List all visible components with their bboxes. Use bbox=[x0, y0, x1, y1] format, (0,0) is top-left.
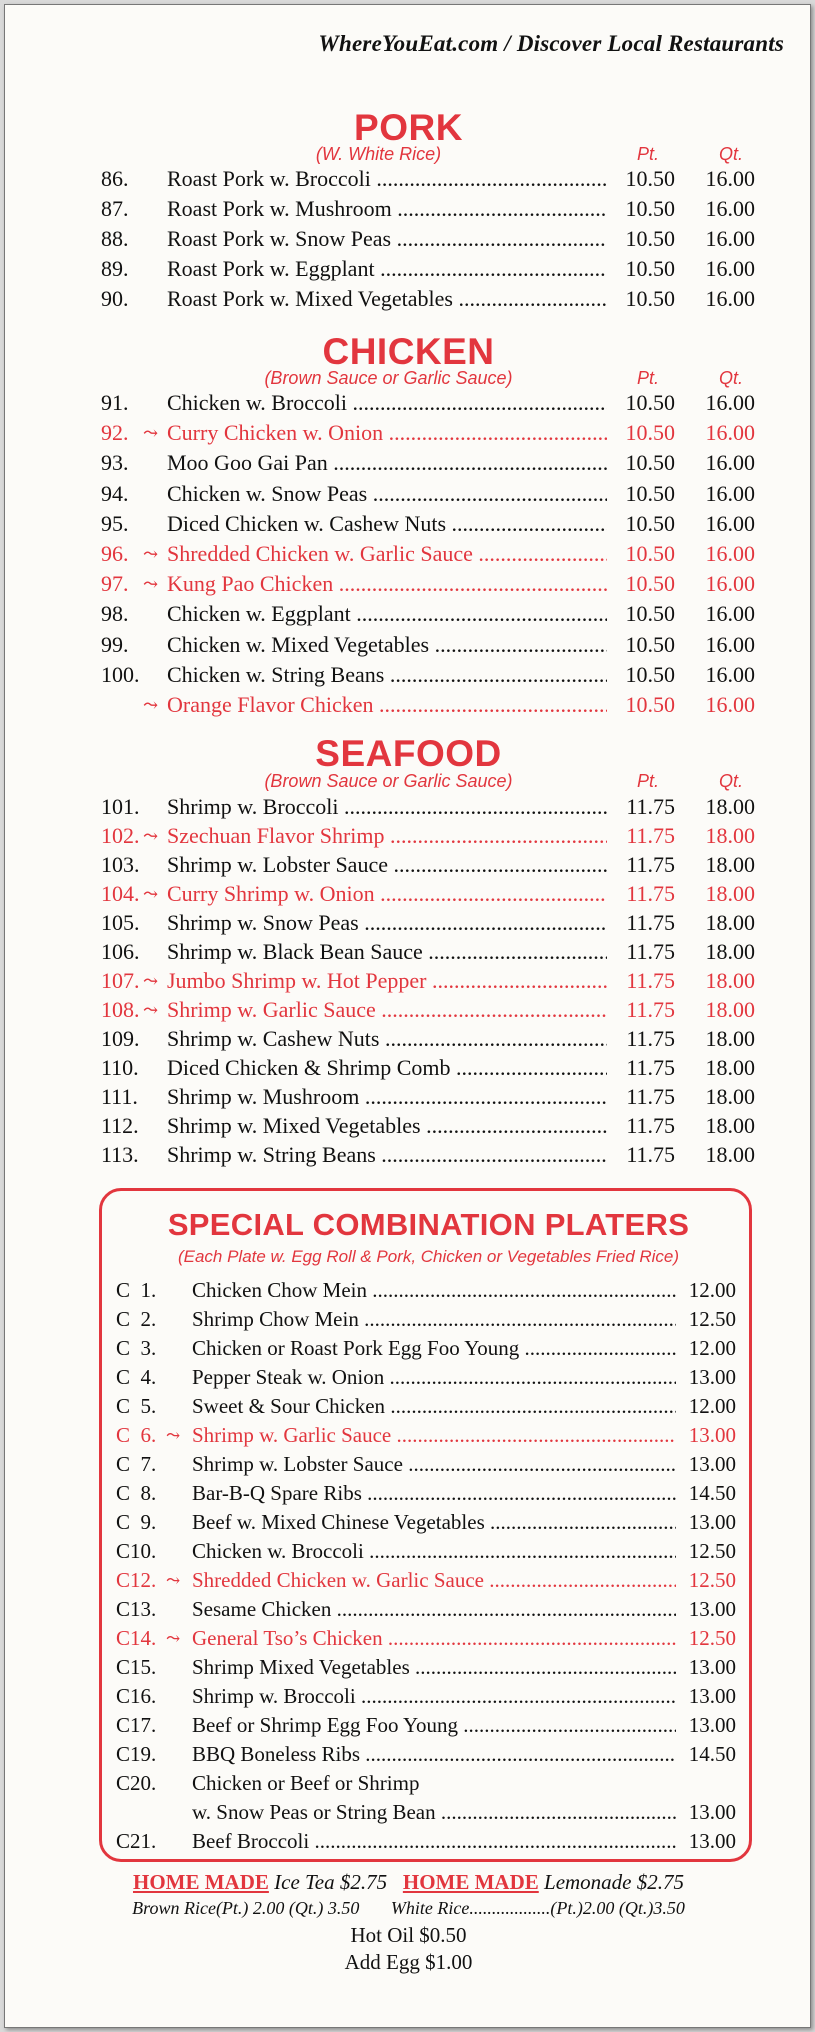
menu-item-row[interactable] bbox=[5, 539, 812, 569]
price-pint: 11.75 bbox=[626, 968, 675, 993]
item-number: 93. bbox=[101, 450, 129, 476]
combo-code: C 2. bbox=[116, 1307, 157, 1331]
menu-item-row[interactable] bbox=[5, 388, 812, 418]
price-pint: 11.75 bbox=[626, 823, 675, 848]
item-number: 89. bbox=[101, 256, 129, 281]
item-name: Orange Flavor Chicken ..... bbox=[167, 690, 607, 720]
price-pint: 10.50 bbox=[625, 480, 675, 506]
price-quart: 16.00 bbox=[705, 390, 755, 415]
menu-item-row[interactable] bbox=[5, 995, 812, 1025]
home-made-label: HOME MADE bbox=[132, 1870, 269, 1894]
combo-name: Chicken Chow Mein ..... bbox=[192, 1276, 676, 1305]
menu-item-row[interactable] bbox=[5, 569, 812, 599]
combo-price: 13.00 bbox=[688, 1655, 736, 1679]
price-quart: 18.00 bbox=[705, 794, 755, 819]
combo-code: C 7. bbox=[116, 1452, 157, 1476]
price-quart: 18.00 bbox=[705, 939, 755, 964]
combo-price: 13.00 bbox=[688, 1452, 736, 1476]
menu-item-row[interactable] bbox=[5, 1082, 812, 1112]
price-quart: 18.00 bbox=[705, 910, 755, 935]
combo-code: C 1. bbox=[116, 1278, 157, 1302]
price-quart: 16.00 bbox=[705, 541, 755, 566]
chili-pepper-icon: ⤳ bbox=[143, 971, 159, 991]
price-pint: 10.50 bbox=[625, 226, 675, 251]
combo-item-row[interactable] bbox=[102, 1827, 755, 1856]
combo-code: C 5. bbox=[116, 1394, 157, 1418]
combo-price: 12.00 bbox=[688, 1278, 736, 1302]
pork-title: PORK bbox=[354, 107, 463, 148]
item-name: Shrimp w. Black Bean Sauce ..... bbox=[167, 937, 607, 967]
chili-pepper-icon: ⤳ bbox=[166, 1426, 181, 1445]
combo-name: Bar-B-Q Spare Ribs ..... bbox=[192, 1479, 676, 1508]
pork-col-pt: Pt. bbox=[637, 144, 660, 164]
combination-platters-box bbox=[99, 1188, 752, 1862]
combo-price: 13.00 bbox=[688, 1800, 736, 1824]
combo-name: General Tso’s Chicken ..... bbox=[192, 1624, 676, 1653]
combo-name: Chicken or Beef or Shrimp bbox=[192, 1771, 420, 1795]
combo-subtitle: (Each Plate w. Egg Roll & Pork, Chicken or Vegetables Fried Rice) bbox=[177, 1247, 680, 1266]
combo-price: 14.50 bbox=[688, 1742, 736, 1766]
menu-item-row[interactable] bbox=[5, 1140, 812, 1170]
item-name: Shrimp w. Mixed Vegetables ..... bbox=[167, 1111, 607, 1141]
combo-item-row[interactable] bbox=[102, 1392, 755, 1421]
price-quart: 18.00 bbox=[705, 968, 755, 993]
combo-price: 12.00 bbox=[688, 1394, 736, 1418]
chicken-title: CHICKEN bbox=[322, 331, 495, 372]
combo-name: BBQ Boneless Ribs ..... bbox=[192, 1740, 676, 1769]
price-quart: 18.00 bbox=[705, 1113, 755, 1138]
price-quart: 16.00 bbox=[705, 480, 755, 506]
combo-price: 12.50 bbox=[688, 1626, 736, 1650]
rice-line bbox=[5, 1898, 812, 1919]
item-name: Shredded Chicken w. Garlic Sauce ..... bbox=[167, 539, 607, 569]
combo-price: 12.50 bbox=[688, 1307, 736, 1331]
price-pint: 10.50 bbox=[625, 692, 675, 717]
menu-item-row[interactable] bbox=[5, 1053, 812, 1083]
combo-item-row[interactable] bbox=[102, 1798, 755, 1827]
menu-item-row[interactable] bbox=[5, 194, 812, 224]
combo-price: 12.50 bbox=[688, 1568, 736, 1592]
item-name: Chicken w. Snow Peas ..... bbox=[167, 479, 607, 509]
price-quart: 16.00 bbox=[705, 450, 755, 476]
price-pint: 11.75 bbox=[626, 910, 675, 935]
item-name: Szechuan Flavor Shrimp ..... bbox=[167, 821, 607, 851]
combo-item-row[interactable] bbox=[102, 1566, 755, 1595]
pork-subtitle: (W. White Rice) bbox=[315, 144, 442, 164]
seafood-col-pt: Pt. bbox=[637, 771, 660, 791]
price-pint: 11.75 bbox=[626, 1113, 675, 1138]
pork-col-qt: Qt. bbox=[719, 144, 744, 164]
price-quart: 18.00 bbox=[705, 997, 755, 1022]
item-number: 96. bbox=[101, 541, 129, 566]
item-number: 99. bbox=[101, 631, 129, 657]
item-number: 111. bbox=[101, 1084, 138, 1109]
item-number: 103. bbox=[101, 852, 140, 877]
item-name: Shrimp w. Lobster Sauce ..... bbox=[167, 850, 607, 880]
price-quart: 16.00 bbox=[705, 256, 755, 281]
combo-name: Chicken or Roast Pork Egg Foo Young ..... bbox=[192, 1334, 676, 1363]
item-number: 104. bbox=[101, 881, 140, 906]
price-pint: 11.75 bbox=[626, 852, 675, 877]
brown-rice-price: Brown Rice(Pt.) 2.00 (Qt.) 3.50 bbox=[132, 1898, 360, 1918]
combo-item-row[interactable] bbox=[102, 1421, 755, 1450]
hot-oil-price: Hot Oil $0.50 bbox=[350, 1923, 467, 1947]
combo-code: C15. bbox=[116, 1655, 157, 1679]
item-number: 102. bbox=[101, 823, 140, 848]
combo-code: C 8. bbox=[116, 1481, 157, 1505]
combo-code: C16. bbox=[116, 1684, 157, 1708]
price-pint: 11.75 bbox=[626, 1142, 675, 1167]
price-quart: 18.00 bbox=[705, 881, 755, 906]
combo-name: Beef w. Mixed Chinese Vegetables ..... bbox=[192, 1508, 676, 1537]
item-number: 107. bbox=[101, 968, 140, 993]
seafood-col-qt: Qt. bbox=[719, 771, 744, 791]
combo-code: C 6. bbox=[116, 1423, 157, 1447]
price-quart: 16.00 bbox=[705, 166, 755, 191]
combo-item-row[interactable] bbox=[102, 1479, 755, 1508]
combo-name: Shrimp Mixed Vegetables ..... bbox=[192, 1653, 676, 1682]
combo-item-row[interactable] bbox=[102, 1334, 755, 1363]
combo-name: w. Snow Peas or String Bean ..... bbox=[192, 1798, 676, 1827]
menu-item-row[interactable] bbox=[5, 879, 812, 909]
item-number: 86. bbox=[101, 166, 129, 191]
item-number: 113. bbox=[101, 1142, 139, 1167]
combo-code: C13. bbox=[116, 1597, 157, 1621]
price-pint: 10.50 bbox=[625, 390, 675, 415]
combo-name: Shrimp w. Broccoli ..... bbox=[192, 1682, 676, 1711]
combo-title: SPECIAL COMBINATION PLATERS bbox=[167, 1207, 690, 1242]
menu-item-row[interactable] bbox=[5, 792, 812, 822]
price-pint: 11.75 bbox=[626, 997, 675, 1022]
item-name: Curry Chicken w. Onion ..... bbox=[167, 418, 607, 448]
lemonade-price: Lemonade $2.75 bbox=[544, 1870, 685, 1894]
menu-item-row[interactable] bbox=[5, 254, 812, 284]
price-quart: 16.00 bbox=[705, 196, 755, 221]
price-quart: 18.00 bbox=[705, 1055, 755, 1080]
combo-price: 13.00 bbox=[688, 1423, 736, 1447]
combo-price: 14.50 bbox=[688, 1481, 736, 1505]
combo-item-row[interactable] bbox=[102, 1740, 755, 1769]
menu-item-row[interactable] bbox=[5, 509, 812, 539]
combo-name: Beef or Shrimp Egg Foo Young ..... bbox=[192, 1711, 676, 1740]
combo-item-row[interactable] bbox=[102, 1711, 755, 1740]
price-quart: 16.00 bbox=[705, 631, 755, 657]
item-name: Shrimp w. Garlic Sauce ..... bbox=[167, 995, 607, 1025]
chili-pepper-icon: ⤳ bbox=[143, 423, 159, 444]
price-pint: 10.50 bbox=[625, 631, 675, 657]
chili-pepper-icon: ⤳ bbox=[166, 1629, 181, 1648]
combo-item-row[interactable] bbox=[102, 1305, 755, 1334]
price-pint: 10.50 bbox=[625, 541, 675, 566]
chili-pepper-icon: ⤳ bbox=[143, 826, 159, 846]
combo-name: Beef Broccoli ..... bbox=[192, 1827, 676, 1856]
item-name: Shrimp w. Snow Peas ..... bbox=[167, 908, 607, 938]
combo-code: C 3. bbox=[116, 1336, 157, 1360]
item-name: Roast Pork w. Broccoli ..... bbox=[167, 164, 607, 194]
item-number: 105. bbox=[101, 910, 140, 935]
price-pint: 10.50 bbox=[625, 196, 675, 221]
item-number: 90. bbox=[101, 286, 129, 311]
item-number: 94. bbox=[101, 480, 129, 506]
combo-name: Sesame Chicken ..... bbox=[192, 1595, 676, 1624]
combo-item-row[interactable] bbox=[102, 1363, 755, 1392]
combo-price: 13.00 bbox=[688, 1829, 736, 1853]
combo-price: 13.00 bbox=[688, 1510, 736, 1534]
price-quart: 16.00 bbox=[705, 510, 755, 536]
combo-item-row[interactable] bbox=[102, 1595, 755, 1624]
price-pint: 10.50 bbox=[625, 450, 675, 476]
combo-item-row[interactable] bbox=[102, 1276, 755, 1305]
combo-name: Sweet & Sour Chicken ..... bbox=[192, 1392, 676, 1421]
price-pint: 10.50 bbox=[625, 601, 675, 627]
menu-item-row[interactable] bbox=[5, 599, 812, 629]
seafood-title: SEAFOOD bbox=[315, 733, 502, 774]
price-quart: 16.00 bbox=[705, 692, 755, 717]
item-number: 95. bbox=[101, 510, 129, 536]
price-quart: 18.00 bbox=[705, 823, 755, 848]
item-name: Shrimp w. Mushroom ..... bbox=[167, 1082, 607, 1112]
chili-pepper-icon: ⤳ bbox=[166, 1571, 181, 1590]
item-name: Chicken w. String Beans ..... bbox=[167, 660, 607, 690]
item-name: Curry Shrimp w. Onion ..... bbox=[167, 879, 607, 909]
price-pint: 10.50 bbox=[625, 256, 675, 281]
price-pint: 10.50 bbox=[625, 510, 675, 536]
item-number: 108. bbox=[101, 997, 140, 1022]
combo-price: 13.00 bbox=[688, 1713, 736, 1737]
price-quart: 18.00 bbox=[705, 1026, 755, 1051]
combo-item-row[interactable] bbox=[102, 1450, 755, 1479]
chicken-subtitle: (Brown Sauce or Garlic Sauce) bbox=[264, 368, 513, 388]
menu-item-row[interactable] bbox=[5, 164, 812, 194]
chicken-col-qt: Qt. bbox=[719, 368, 744, 388]
menu-item-row[interactable] bbox=[5, 908, 812, 938]
chili-pepper-icon: ⤳ bbox=[143, 544, 159, 564]
price-quart: 16.00 bbox=[705, 601, 755, 627]
chili-pepper-icon: ⤳ bbox=[143, 884, 159, 904]
price-pint: 11.75 bbox=[626, 939, 675, 964]
item-number: 97. bbox=[101, 571, 129, 597]
price-pint: 11.75 bbox=[626, 1084, 675, 1109]
item-name: Jumbo Shrimp w. Hot Pepper ..... bbox=[167, 966, 607, 996]
item-name: Roast Pork w. Eggplant ..... bbox=[167, 254, 607, 284]
add-egg-price: Add Egg $1.00 bbox=[344, 1950, 473, 1974]
item-name: Shrimp w. String Beans ..... bbox=[167, 1140, 607, 1170]
price-quart: 16.00 bbox=[705, 661, 755, 687]
item-number: 88. bbox=[101, 226, 129, 251]
combo-price: 12.50 bbox=[688, 1539, 736, 1563]
price-quart: 18.00 bbox=[705, 852, 755, 877]
price-quart: 16.00 bbox=[705, 286, 755, 311]
menu-item-row[interactable] bbox=[5, 966, 812, 996]
combo-price: 13.00 bbox=[688, 1684, 736, 1708]
chili-pepper-icon: ⤳ bbox=[143, 1000, 159, 1020]
price-pint: 11.75 bbox=[626, 881, 675, 906]
price-quart: 16.00 bbox=[705, 420, 755, 446]
item-name: Roast Pork w. Mixed Vegetables ..... bbox=[167, 284, 607, 314]
chili-pepper-icon: ⤳ bbox=[143, 574, 159, 595]
combo-code: C 4. bbox=[116, 1365, 157, 1389]
price-pint: 10.50 bbox=[625, 661, 675, 687]
price-pint: 11.75 bbox=[626, 1026, 675, 1051]
price-pint: 10.50 bbox=[625, 571, 675, 597]
combo-code: C21. bbox=[116, 1829, 157, 1853]
combo-item-row[interactable] bbox=[102, 1508, 755, 1537]
drinks-line bbox=[5, 1870, 812, 1895]
item-name: Shrimp w. Broccoli ..... bbox=[167, 792, 607, 822]
price-pint: 11.75 bbox=[626, 794, 675, 819]
item-number: 98. bbox=[101, 601, 129, 627]
item-number: 92. bbox=[101, 420, 129, 446]
price-quart: 18.00 bbox=[705, 1142, 755, 1167]
combo-price: 12.00 bbox=[688, 1336, 736, 1360]
item-name: Chicken w. Broccoli ..... bbox=[167, 388, 607, 418]
menu-item-row[interactable] bbox=[5, 224, 812, 254]
combo-code: C10. bbox=[116, 1539, 157, 1563]
menu-page bbox=[4, 4, 811, 2028]
item-number: 91. bbox=[101, 390, 129, 415]
combo-code: C19. bbox=[116, 1742, 157, 1766]
combo-code: C12. bbox=[116, 1568, 157, 1592]
site-header[interactable]: WhereYouEat.com / Discover Local Restaurants bbox=[318, 31, 784, 56]
item-name: Kung Pao Chicken ..... bbox=[167, 569, 607, 599]
chili-pepper-icon: ⤳ bbox=[143, 695, 159, 715]
item-name: Roast Pork w. Snow Peas ..... bbox=[167, 224, 607, 254]
item-number: 109. bbox=[101, 1026, 140, 1051]
menu-item-row[interactable] bbox=[5, 284, 812, 314]
item-name: Chicken w. Eggplant ..... bbox=[167, 599, 607, 629]
menu-item-row[interactable] bbox=[5, 418, 812, 448]
price-pint: 10.50 bbox=[625, 420, 675, 446]
combo-code: C17. bbox=[116, 1713, 157, 1737]
price-pint: 11.75 bbox=[626, 1055, 675, 1080]
combo-item-row[interactable] bbox=[102, 1769, 755, 1798]
menu-item-row[interactable] bbox=[5, 821, 812, 851]
combo-name: Pepper Steak w. Onion ..... bbox=[192, 1363, 676, 1392]
menu-item-row[interactable] bbox=[5, 850, 812, 880]
combo-item-row[interactable] bbox=[102, 1682, 755, 1711]
combo-price: 13.00 bbox=[688, 1365, 736, 1389]
combo-price: 13.00 bbox=[688, 1597, 736, 1621]
home-made-label-2: HOME MADE bbox=[402, 1870, 539, 1894]
menu-item-row[interactable] bbox=[5, 1024, 812, 1054]
combo-name: Chicken w. Broccoli ..... bbox=[192, 1537, 676, 1566]
item-number: 110. bbox=[101, 1055, 139, 1080]
menu-item-row[interactable] bbox=[5, 690, 812, 720]
item-name: Roast Pork w. Mushroom ..... bbox=[167, 194, 607, 224]
item-name: Diced Chicken & Shrimp Comb ..... bbox=[167, 1053, 607, 1083]
combo-name: Shredded Chicken w. Garlic Sauce ..... bbox=[192, 1566, 676, 1595]
combo-code: C 9. bbox=[116, 1510, 157, 1534]
item-number: 100. bbox=[101, 661, 140, 687]
combo-name: Shrimp w. Garlic Sauce ..... bbox=[192, 1421, 676, 1450]
combo-code: C14. bbox=[116, 1626, 157, 1650]
item-name: Diced Chicken w. Cashew Nuts ..... bbox=[167, 509, 607, 539]
price-quart: 18.00 bbox=[705, 1084, 755, 1109]
item-name: Chicken w. Mixed Vegetables ..... bbox=[167, 630, 607, 660]
menu-item-row[interactable] bbox=[5, 1111, 812, 1141]
combo-item-row[interactable] bbox=[102, 1624, 755, 1653]
price-pint: 10.50 bbox=[625, 166, 675, 191]
combo-code: C20. bbox=[116, 1771, 157, 1795]
item-number: 106. bbox=[101, 939, 140, 964]
combo-name: Shrimp w. Lobster Sauce ..... bbox=[192, 1450, 676, 1479]
chicken-col-pt: Pt. bbox=[637, 368, 660, 388]
menu-item-row[interactable] bbox=[5, 448, 812, 478]
price-pint: 10.50 bbox=[625, 286, 675, 311]
item-number: 112. bbox=[101, 1113, 139, 1138]
white-rice-price: White Rice..................(Pt.)2.00 (Qt.)3.50 bbox=[390, 1898, 685, 1918]
combo-item-row[interactable] bbox=[102, 1537, 755, 1566]
item-number: 87. bbox=[101, 196, 129, 221]
item-name: Shrimp w. Cashew Nuts ..... bbox=[167, 1024, 607, 1054]
seafood-subtitle: (Brown Sauce or Garlic Sauce) bbox=[264, 771, 513, 791]
ice-tea-price: Ice Tea $2.75 bbox=[274, 1870, 388, 1894]
item-name: Moo Goo Gai Pan ..... bbox=[167, 448, 607, 478]
menu-item-row[interactable] bbox=[5, 479, 812, 509]
menu-item-row[interactable] bbox=[5, 660, 812, 690]
price-quart: 16.00 bbox=[705, 226, 755, 251]
combo-name: Shrimp Chow Mein ..... bbox=[192, 1305, 676, 1334]
menu-item-row[interactable] bbox=[5, 630, 812, 660]
item-number: 101. bbox=[101, 794, 140, 819]
menu-item-row[interactable] bbox=[5, 937, 812, 967]
price-quart: 16.00 bbox=[705, 571, 755, 597]
combo-item-row[interactable] bbox=[102, 1653, 755, 1682]
